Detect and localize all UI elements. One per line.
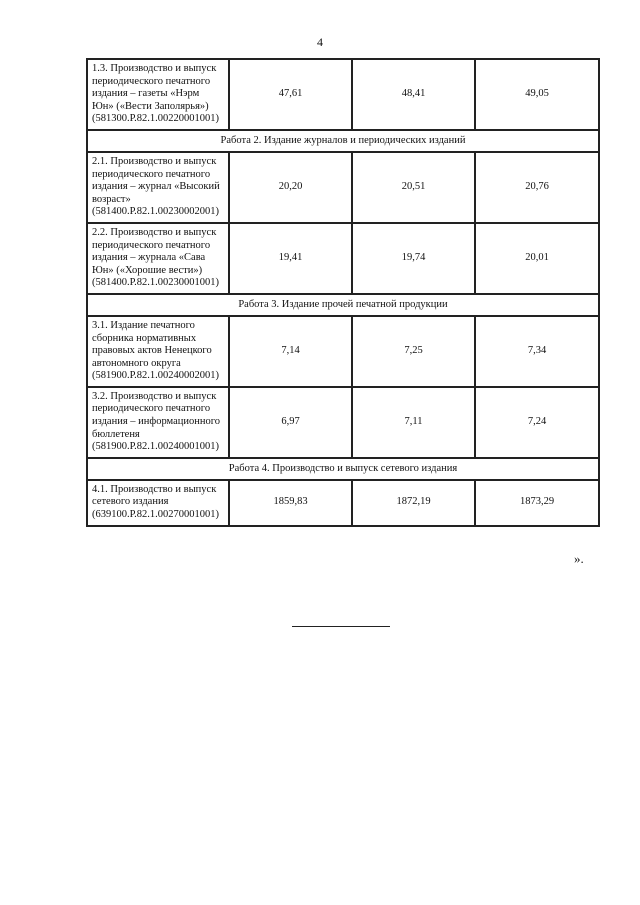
description-line: Юн» («Вести Заполярья») [92,100,209,112]
description-line: бюллетеня [92,428,140,440]
table-row [87,480,599,526]
value-cell-year-1: 1859,83 [229,480,352,526]
section-header-row [87,130,599,152]
description-line: (581900.Р.82.1.00240002001) [92,370,220,382]
value-cell-year-3: 7,34 [475,316,599,387]
work-description-cell [87,316,229,387]
cost-table-body [87,59,599,526]
description-line: издания – журнала «Сава [92,252,206,264]
description-line: периодического печатного [92,239,211,251]
value-cell-year-2: 48,41 [352,59,475,130]
description-line: автономного округа [92,357,181,369]
value-cell-year-1: 7,14 [229,316,352,387]
description-line: сборника нормативных [92,332,197,344]
description-line: издания – информационного [92,416,221,428]
work-description-cell [87,152,229,223]
value-cell-year-3: 20,01 [475,223,599,294]
description-line: (581400.Р.82.1.00230001001) [92,277,220,289]
value-cell-year-1: 19,41 [229,223,352,294]
work-description-cell [87,387,229,458]
work-description-cell [87,59,229,130]
value-cell-year-3: 1873,29 [475,480,599,526]
description-line: 4.1. Производство и выпуск [92,483,217,495]
value-cell-year-1: 20,20 [229,152,352,223]
description-line: 1.3. Производство и выпуск [92,63,217,74]
value-cell-year-1: 6,97 [229,387,352,458]
value-cell-year-2: 7,11 [352,387,475,458]
table-row [87,152,599,223]
description-line: издания – журнал «Высокий [92,181,220,193]
description-line: возраст» [92,193,131,205]
description-line: периодического печатного [92,168,211,180]
section-header-row [87,294,599,316]
work-description-cell [87,480,229,526]
closing-quote: ». [574,551,584,566]
value-cell-year-2: 20,51 [352,152,475,223]
section-title: Работа 2. Издание журналов и периодических изданий [87,130,599,152]
page-number: 4 [317,35,323,49]
section-title: Работа 3. Издание прочей печатной продукции [87,294,599,316]
description-line: сетевого издания [92,496,169,508]
description-line: периодического печатного [92,403,211,415]
description-line: 2.1. Производство и выпуск [92,155,217,167]
table-row [87,316,599,387]
value-cell-year-2: 19,74 [352,223,475,294]
value-cell-year-1: 47,61 [229,59,352,130]
value-cell-year-3: 7,24 [475,387,599,458]
description-line: периодического печатного [92,75,211,87]
table-row [87,387,599,458]
description-line: 3.2. Производство и выпуск [92,390,217,402]
description-line: (581300.Р.82.1.00220001001) [92,113,220,125]
section-header-row [87,458,599,480]
description-line: 2.2. Производство и выпуск [92,226,217,238]
table-row [87,223,599,294]
value-cell-year-3: 49,05 [475,59,599,130]
table-row [87,59,599,130]
description-line: (581900.Р.82.1.00240001001) [92,441,220,453]
description-line: издания – газеты «Нэрм [92,88,200,100]
description-line: 3.1. Издание печатного [92,319,195,331]
work-description-cell [87,223,229,294]
description-line: (639100.Р.82.1.00270001001) [92,509,220,521]
value-cell-year-3: 20,76 [475,152,599,223]
cost-table [86,58,600,527]
value-cell-year-2: 7,25 [352,316,475,387]
value-cell-year-2: 1872,19 [352,480,475,526]
description-line: правовых актов Ненецкого [92,345,212,357]
description-line: (581400.Р.82.1.00230002001) [92,206,220,218]
end-divider-line [292,626,390,627]
description-line: Юн» («Хорошие вести») [92,264,203,276]
section-title: Работа 4. Производство и выпуск сетевого издания [87,458,599,480]
